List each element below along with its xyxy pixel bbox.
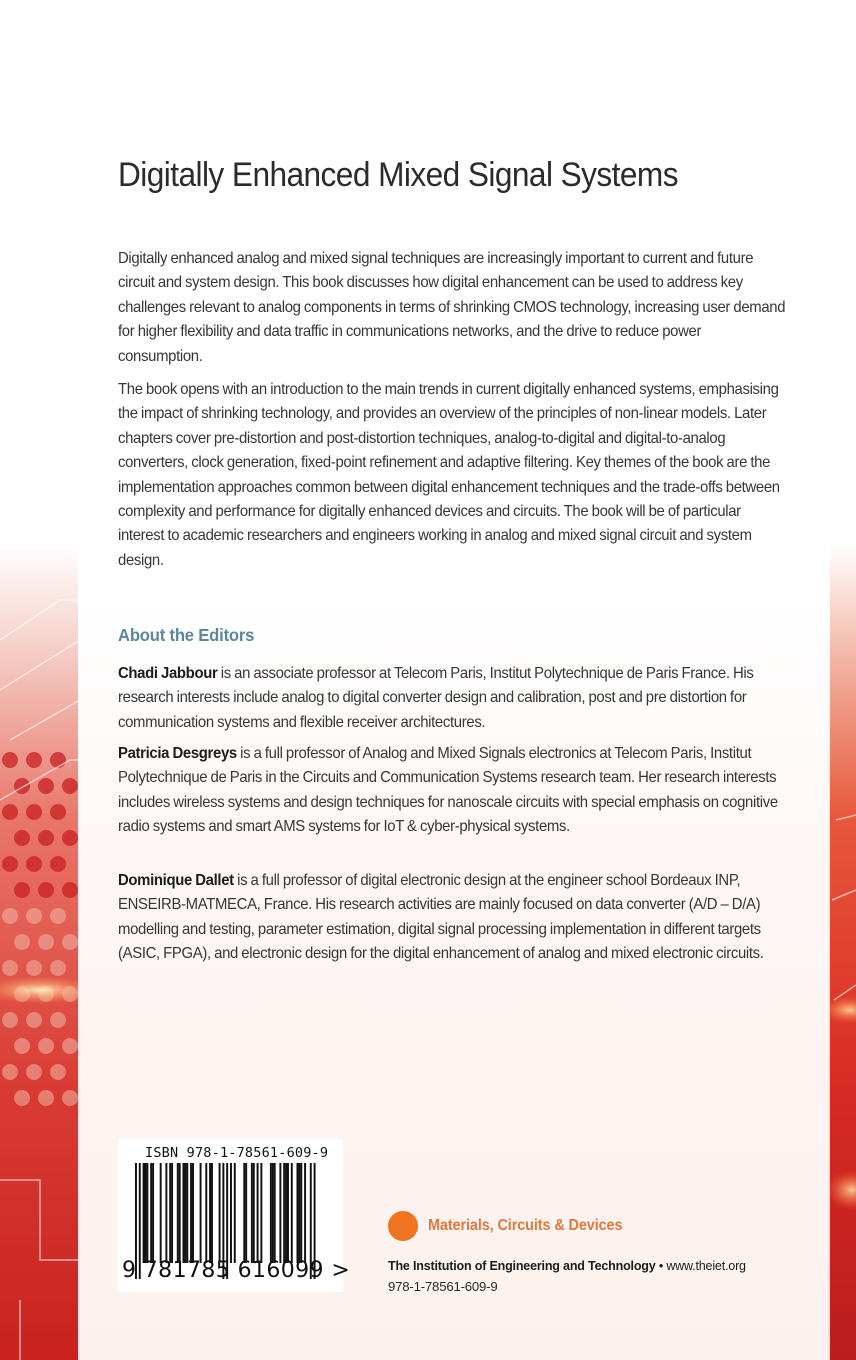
barcode-bar [169,1163,171,1263]
isbn-barcode [118,1139,351,1292]
barcode-bar [270,1163,272,1263]
circuit-dot [2,1012,18,1028]
barcode-bar [186,1163,188,1263]
circuit-dot [26,960,42,976]
barcode-bar [251,1163,253,1263]
barcode-bar [230,1163,232,1263]
barcode-bar [200,1163,202,1263]
barcode-bar [304,1163,306,1263]
editor-bio-text: is a full professor of Analog and Mixed Signals electronics at Telecom Paris, Institut Polytechnique de Paris in the Circuits and Communication Systems research team. Her research interests includes wireless systems and design techniques for nanoscale circuits with special emphasis on cognitive radio systems and smart AMS systems for IoT & cyber-physical systems. [118,745,778,836]
circuit-dot [50,856,66,872]
circuit-dot [2,1064,18,1080]
circuit-dot [2,856,18,872]
barcode-bar [205,1163,207,1263]
barcode-bar [274,1163,276,1263]
barcode-bar [260,1163,262,1263]
barcode-bar [291,1163,293,1263]
barcode-bar [145,1163,147,1263]
editor-name: Chadi Jabbour [118,665,218,682]
series-badge [388,1211,637,1241]
circuit-dot [38,1090,54,1106]
barcode-bar [298,1163,300,1263]
barcode-bar [143,1163,145,1263]
barcode-bar [146,1163,148,1263]
barcode-bar [243,1163,245,1263]
circuit-dot [62,882,78,898]
editor-name: Patricia Desgreys [118,745,237,762]
circuit-dot [2,804,18,820]
circuit-dot [14,882,30,898]
barcode-bar [184,1163,186,1263]
circuit-dot [50,752,66,768]
description-paragraph-2: The book opens with an introduction to the main trends in current digitally enhanced systems, emphasising the impact of shrinking technology, and provides an overview of the principles of non-linear models. Later chapters cover pre-distortion and post-distortion techniques, analog-to-digital and digital-to-analog converters, clock generation, fixed-point refinement and adaptive filtering. Key themes of the book are the implementation approaches common between digital enhancement techniques and the trade-offs between complexity and performance for digitally enhanced devices and circuits. The book will be of particular interest to academic researchers and engineers working in analog and mixed signal circuit and system design. [118,381,780,569]
circuit-dot [14,1090,30,1106]
barcode-isbn-label: ISBN 978-1-78561-609-9 [145,1145,329,1161]
publisher-isbn: 978-1-78561-609-9 [388,1279,498,1294]
barcode-bar [190,1163,192,1263]
barcode-bar [211,1163,213,1263]
circuit-dot [2,960,18,976]
circuit-dot [38,830,54,846]
barcode-bar [177,1163,179,1263]
circuit-dot [14,778,30,794]
circuit-dot [26,752,42,768]
book-title: Digitally Enhanced Mixed Signal Systems [118,156,678,194]
circuit-dot [14,830,30,846]
barcode-bar [150,1163,152,1263]
circuit-dot [50,1064,66,1080]
barcode-bar [283,1163,285,1263]
barcode-bar [179,1163,181,1263]
barcode-bar [209,1163,211,1263]
barcode-bar [183,1163,185,1263]
publisher-separator: • [655,1258,667,1273]
circuit-dot [26,856,42,872]
barcode-bar [257,1163,259,1263]
circuit-dot [62,830,78,846]
barcode-bar [279,1163,281,1263]
publisher-name: The Institution of Engineering and Technology [388,1258,656,1273]
barcode-bar [165,1163,167,1263]
circuit-dot [26,1064,42,1080]
circuit-dot [14,1038,30,1054]
circuit-dot [62,778,78,794]
series-dot-icon [388,1211,418,1241]
barcode-digits: 9 781785 616099 > [122,1258,351,1283]
circuit-dot [62,1038,78,1054]
circuit-dot [26,1012,42,1028]
circuit-dot [50,908,66,924]
circuit-dot [26,804,42,820]
circuit-dot [50,804,66,820]
circuit-dot [38,1038,54,1054]
barcode-bar [192,1163,194,1263]
publisher-website[interactable]: www.theiet.org [666,1258,746,1273]
circuit-dot [14,934,30,950]
editor-bio-text: is an associate professor at Telecom Paris, Institut Polytechnique de Paris France. His research interests include analog to digital converter design and calibration, post and pre distortion for communication systems and flexible receiver architectures. [118,665,754,731]
barcode-bar [285,1163,287,1263]
barcode-bar [287,1163,289,1263]
editor-bio-text: is a full professor of digital electronic design at the engineer school Bordeaux INP, ENSEIRB-MATMECA, France. His research activities are mainly focused on data converter (A/D – D/A) modelling and testing, parameter estimation, digital signal processing implementation in different targets (ASIC, FPGA), and electronic design for the digital enhancement of analog and mixed electronic circuits. [118,872,764,963]
circuit-dot [26,908,42,924]
circuit-dot [50,1012,66,1028]
circuit-dot [62,1090,78,1106]
barcode-bar [234,1163,236,1263]
circuit-dot [2,908,18,924]
circuit-dot [38,778,54,794]
editor-bio [118,742,787,840]
barcode-bar [171,1163,173,1263]
circuit-dot [50,960,66,976]
circuit-dot [38,934,54,950]
barcode-bar [152,1163,154,1263]
about-editors-heading: About the Editors [118,625,255,645]
barcode-bar [272,1163,274,1263]
circuit-dot [2,752,18,768]
barcode-bar [297,1163,299,1263]
barcode-bar [160,1163,162,1263]
editor-name: Dominique Dallet [118,872,234,889]
circuit-dot [38,882,54,898]
description-paragraph-1: Digitally enhanced analog and mixed signal techniques are increasingly important to current and future circuit and system design. This book discusses how digital enhancement can be used to address key challenges relevant to analog components in terms of shrinking CMOS technology, increasing user demand for higher flexibility and data traffic in communications networks, and the drive to reduce power consumption. [118,250,786,365]
editor-bio [118,662,787,735]
series-label: Materials, Circuits & Devices [428,1217,623,1234]
barcode-bar [253,1163,255,1263]
editor-bio [118,869,787,967]
barcode-bar [219,1163,221,1263]
barcode-bar [245,1163,247,1263]
circuit-dot [62,934,78,950]
barcode-bar [300,1163,302,1263]
publisher-line [388,1258,746,1273]
